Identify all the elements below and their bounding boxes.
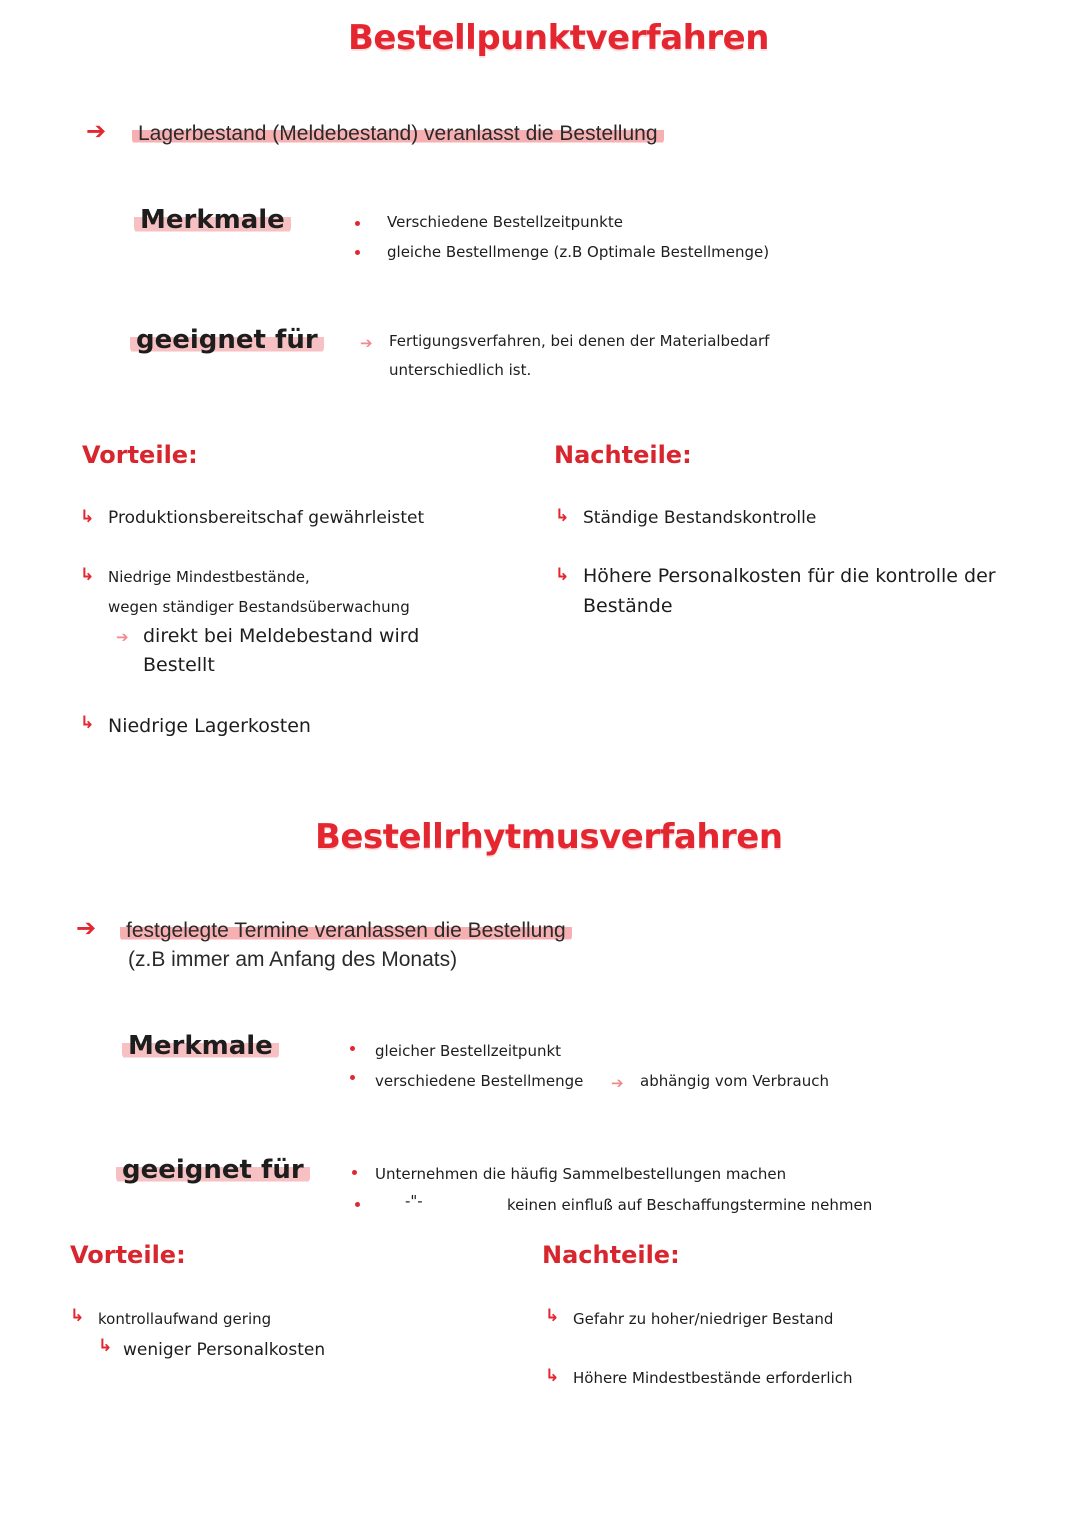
hook-arrow-icon: ↳ xyxy=(545,1366,560,1386)
hook-arrow-icon: ↳ xyxy=(555,565,570,585)
section1-merkmal-2: gleiche Bestellmenge (z.B Optimale Bestellmenge) xyxy=(387,243,770,261)
section2-merkmal-2: verschiedene Bestellmenge xyxy=(375,1072,584,1090)
hook-arrow-icon: ↳ xyxy=(70,1306,85,1326)
section1-intro-text: Lagerbestand (Meldebestand) veranlasst die Bestellung xyxy=(132,122,664,145)
arrow-right-icon: ➔ xyxy=(611,1074,624,1092)
section2-intro xyxy=(120,919,572,943)
bullet-icon xyxy=(350,1046,355,1051)
arrow-right-icon: ➔ xyxy=(360,334,373,352)
section1-geeignet-line1: Fertigungsverfahren, bei denen der Materialbedarf xyxy=(389,332,770,350)
section1-vorteil-1: Produktionsbereitschaf gewährleistet xyxy=(108,508,425,528)
section1-vorteil-2-line1: Niedrige Mindestbestände, xyxy=(108,568,310,586)
section1-nachteil-2-line2: Bestände xyxy=(583,595,673,617)
section2-merkmal-1: gleicher Bestellzeitpunkt xyxy=(375,1042,562,1060)
section1-nachteil-1: Ständige Bestandskontrolle xyxy=(583,508,817,528)
arrow-right-icon: ➔ xyxy=(86,117,107,145)
section1-vorteil-2-sub2: Bestellt xyxy=(143,654,215,676)
hook-arrow-icon: ↳ xyxy=(80,507,95,527)
section2-vorteile-label: Vorteile: xyxy=(70,1241,186,1269)
section2-merkmale-label: Merkmale xyxy=(122,1031,279,1061)
section2-geeignet-label: geeignet für xyxy=(116,1155,310,1185)
section2-geeignet-ditto: -"- xyxy=(405,1192,423,1210)
section1-geeignet-label: geeignet für xyxy=(130,325,324,355)
hook-arrow-icon: ↳ xyxy=(80,565,95,585)
arrow-right-icon: ➔ xyxy=(116,628,129,646)
section2-geeignet-line1: Unternehmen die häufig Sammelbestellungen machen xyxy=(375,1165,787,1183)
hook-arrow-icon: ↳ xyxy=(555,506,570,526)
section1-intro xyxy=(132,122,664,146)
section1-merkmale-label: Merkmale xyxy=(134,205,291,235)
section1-merkmal-1: Verschiedene Bestellzeitpunkte xyxy=(387,213,623,231)
bullet-icon xyxy=(355,1202,360,1207)
section2-vorteil-1-sub: weniger Personalkosten xyxy=(123,1340,326,1360)
section1-nachteile-label: Nachteile: xyxy=(554,441,692,469)
section2-vorteil-1: kontrollaufwand gering xyxy=(98,1310,272,1328)
section2-intro-text: festgelegte Termine veranlassen die Bestellung xyxy=(120,919,572,942)
section2-nachteil-1: Gefahr zu hoher/niedriger Bestand xyxy=(573,1310,834,1328)
section2-merkmal-note: abhängig vom Verbrauch xyxy=(640,1072,829,1090)
section1-vorteile-label: Vorteile: xyxy=(82,441,198,469)
arrow-right-icon: ➔ xyxy=(76,914,97,942)
bullet-icon xyxy=(350,1075,355,1080)
section2-geeignet-line2: keinen einfluß auf Beschaffungstermine nehmen xyxy=(507,1196,873,1214)
section1-vorteil-2-line2: wegen ständiger Bestandsüberwachung xyxy=(108,598,410,616)
section1-geeignet-line2: unterschiedlich ist. xyxy=(389,361,532,379)
hook-arrow-icon: ↳ xyxy=(80,713,95,733)
section1-nachteil-2-line1: Höhere Personalkosten für die kontrolle der xyxy=(583,565,996,587)
section2-nachteil-2: Höhere Mindestbestände erforderlich xyxy=(573,1369,853,1387)
hook-arrow-icon: ↳ xyxy=(545,1306,560,1326)
section2-intro-line2: (z.B immer am Anfang des Monats) xyxy=(128,948,458,971)
hook-arrow-icon: ↳ xyxy=(98,1336,113,1356)
bullet-icon xyxy=(355,250,360,255)
section2-nachteile-label: Nachteile: xyxy=(542,1241,680,1269)
section1-title: Bestellpunktverfahren xyxy=(348,18,769,58)
section1-vorteil-2-sub1: direkt bei Meldebestand wird xyxy=(143,625,420,647)
section1-vorteil-3: Niedrige Lagerkosten xyxy=(108,715,311,737)
bullet-icon xyxy=(352,1170,357,1175)
section2-title: Bestellrhytmusverfahren xyxy=(315,817,783,857)
bullet-icon xyxy=(355,221,360,226)
